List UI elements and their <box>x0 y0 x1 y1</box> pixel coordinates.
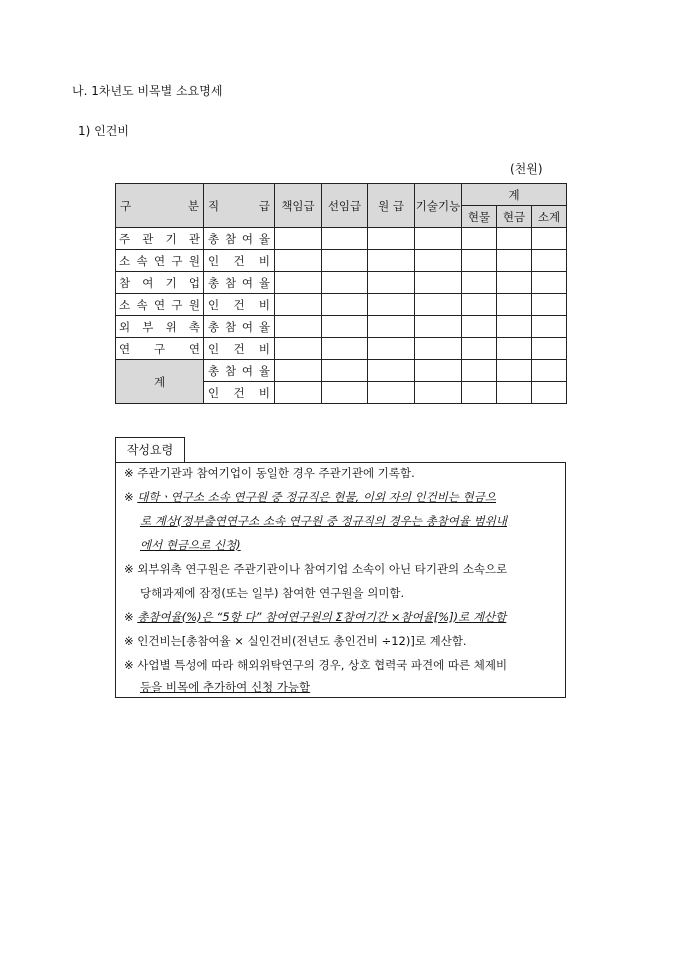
group-label-line1: 주 관 기 관 <box>116 228 204 250</box>
table-cell <box>415 228 462 250</box>
table-cell <box>497 316 532 338</box>
guide-item <box>124 465 415 481</box>
table-cell <box>275 228 322 250</box>
guide-text: 에서 현금으로 신청) <box>140 538 241 552</box>
row-label: 인 건 비 <box>204 250 275 272</box>
table-cell <box>275 272 322 294</box>
table-row <box>116 272 567 294</box>
row-label: 인 건 비 <box>204 294 275 316</box>
guide-item <box>124 633 467 649</box>
table-cell <box>532 272 567 294</box>
table-cell <box>275 360 322 382</box>
table-cell <box>497 228 532 250</box>
table-cell <box>415 250 462 272</box>
table-row <box>116 294 567 316</box>
header-grade-principal: 선임급 <box>322 184 368 228</box>
row-label: 총 참 여 율 <box>204 272 275 294</box>
guide-text: 로 계상(정부출연연구소 소속 연구원 중 정규직의 경우는 총참여율 범위내 <box>140 514 507 528</box>
table-cell <box>322 272 368 294</box>
guide-item-cont <box>140 679 310 695</box>
table-cell <box>497 272 532 294</box>
guide-item-cont <box>140 537 241 553</box>
table-cell <box>368 360 415 382</box>
guide-item <box>124 489 496 505</box>
guide-text: 총참여율(%)은 “5항 다” 참여연구원의 Σ참여기간 ×참여율[%])로 계산함 <box>137 610 507 624</box>
table-cell <box>462 272 497 294</box>
table-cell <box>322 360 368 382</box>
table-cell <box>462 360 497 382</box>
header-cash: 현금 <box>497 206 532 228</box>
table-cell <box>462 382 497 404</box>
guide-item <box>124 609 506 625</box>
table-cell <box>532 360 567 382</box>
guide-item <box>124 657 507 673</box>
table-cell <box>368 338 415 360</box>
table-cell <box>322 316 368 338</box>
table-cell <box>415 294 462 316</box>
table-cell <box>462 228 497 250</box>
note-mark: ※ <box>124 466 134 480</box>
total-label: 계 <box>116 360 204 404</box>
guide-text: 인건비는[총참여율 × 실인건비(전년도 총인건비 ÷12)]로 계산함. <box>137 634 467 648</box>
subsection-heading: 1) 인건비 <box>78 124 129 138</box>
group-label-line2: 소 속 연 구 원 <box>116 250 204 272</box>
table-cell <box>275 294 322 316</box>
header-grade-technical: 기술기능 <box>415 184 462 228</box>
header-grade-staff: 원 급 <box>368 184 415 228</box>
table-cell <box>532 294 567 316</box>
table-cell <box>497 250 532 272</box>
row-label: 총 참 여 율 <box>204 228 275 250</box>
guide-text: 등을 비목에 추가하여 신청 가능함 <box>140 680 311 694</box>
table-cell <box>322 228 368 250</box>
header-in-kind: 현물 <box>462 206 497 228</box>
table-cell <box>497 360 532 382</box>
header-row <box>116 184 567 206</box>
header-category: 구 분 <box>116 184 204 228</box>
section-heading: 나. 1차년도 비목별 소요명세 <box>72 84 223 98</box>
table-row <box>116 250 567 272</box>
table-cell <box>415 272 462 294</box>
table-row <box>116 360 567 382</box>
table-cell <box>532 228 567 250</box>
group-label-line1: 참 여 기 업 <box>116 272 204 294</box>
unit-label: (천원) <box>510 162 543 176</box>
table-cell <box>368 272 415 294</box>
header-grade-senior: 책임급 <box>275 184 322 228</box>
table-cell <box>275 338 322 360</box>
note-mark: ※ <box>124 634 134 648</box>
table-cell <box>497 382 532 404</box>
table-cell <box>415 382 462 404</box>
table-cell <box>368 228 415 250</box>
row-label: 인 건 비 <box>204 338 275 360</box>
note-mark: ※ <box>124 562 134 576</box>
table-cell <box>368 382 415 404</box>
guide-item-cont <box>140 585 404 601</box>
table-cell <box>532 338 567 360</box>
table-cell <box>415 360 462 382</box>
table-cell <box>462 250 497 272</box>
row-label: 총 참 여 율 <box>204 316 275 338</box>
group-label-line2: 연 구 연 <box>116 338 204 360</box>
note-mark: ※ <box>124 490 134 504</box>
group-label-line1: 외 부 위 촉 <box>116 316 204 338</box>
guide-text: 사업별 특성에 따라 해외위탁연구의 경우, 상호 협력국 파견에 따른 체제비 <box>137 658 508 672</box>
guide-text: 대학ㆍ연구소 소속 연구원 중 정규직은 현물, 이외 자의 인건비는 현금으 <box>137 490 497 504</box>
table-cell <box>462 294 497 316</box>
note-mark: ※ <box>124 658 134 672</box>
personnel-cost-table <box>115 183 567 404</box>
table-cell <box>275 316 322 338</box>
table-cell <box>322 338 368 360</box>
table-cell <box>497 338 532 360</box>
row-label: 총 참 여 율 <box>204 360 275 382</box>
table-cell <box>532 316 567 338</box>
table-cell <box>275 382 322 404</box>
table-cell <box>322 250 368 272</box>
table-cell <box>415 338 462 360</box>
header-subtotal: 소계 <box>532 206 567 228</box>
guide-text: 당해과제에 잠정(또는 일부) 참여한 연구원을 의미함. <box>140 586 405 600</box>
table-cell <box>532 382 567 404</box>
table-cell <box>532 250 567 272</box>
table-row <box>116 316 567 338</box>
guide-item <box>124 561 507 577</box>
guide-text: 주관기관과 참여기업이 동일한 경우 주관기관에 기록함. <box>137 466 415 480</box>
header-position: 직 급 <box>204 184 275 228</box>
table-cell <box>415 316 462 338</box>
table-cell <box>497 294 532 316</box>
table-cell <box>368 294 415 316</box>
table-cell <box>368 316 415 338</box>
guide-title: 작성요령 <box>115 437 185 463</box>
row-label: 인 건 비 <box>204 382 275 404</box>
note-mark: ※ <box>124 610 134 624</box>
header-total: 계 <box>462 184 567 206</box>
table-cell <box>368 250 415 272</box>
table-row <box>116 338 567 360</box>
table-cell <box>322 294 368 316</box>
group-label-line2: 소 속 연 구 원 <box>116 294 204 316</box>
table-cell <box>275 250 322 272</box>
table-cell <box>462 338 497 360</box>
table-cell <box>322 382 368 404</box>
guide-box <box>115 462 566 698</box>
guide-text: 외부위촉 연구원은 주관기관이나 참여기업 소속이 아닌 타기관의 소속으로 <box>137 562 508 576</box>
guide-item-cont <box>140 513 507 529</box>
table-row <box>116 228 567 250</box>
table-cell <box>462 316 497 338</box>
